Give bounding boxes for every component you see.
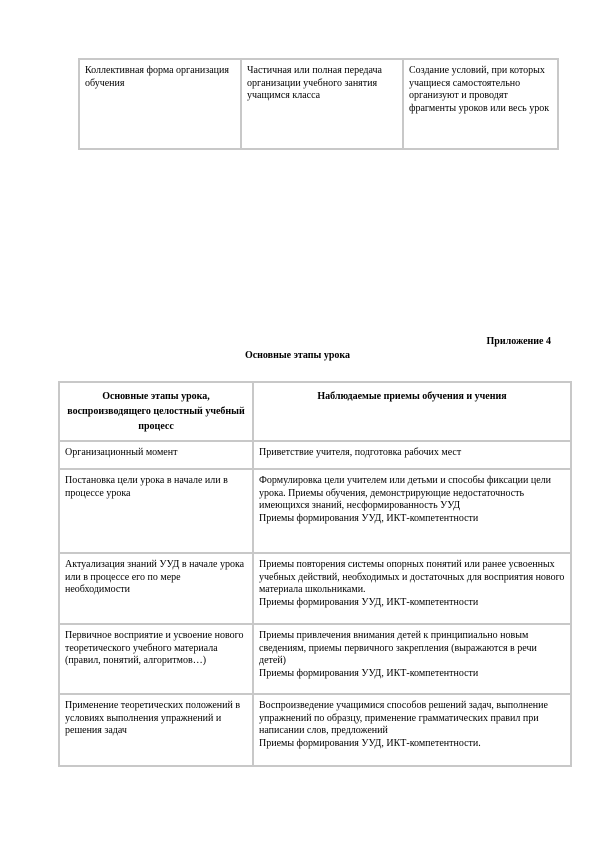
methods-cell: Приемы повторения системы опорных понятий или ранее усвоенных учебных действий, необходимых и достаточных для восприятия нового материала школьниками. Приемы формирования УУД, ИКТ-компетентности <box>253 553 571 624</box>
stage-cell: Первичное восприятие и усвоение нового теоретического учебного материала (правил, понятий, алгоритмов…) <box>59 624 253 694</box>
section-title: Основные этапы урока <box>244 350 351 361</box>
stage-cell: Актуализация знаний УУД в начале урока или в процессе его по мере необходимости <box>59 553 253 624</box>
table-cell: Частичная или полная передача организации учебного занятия учащимся класса <box>241 59 403 149</box>
table-row <box>59 441 571 469</box>
methods-cell: Приветствие учителя, подготовка рабочих мест <box>253 441 571 469</box>
stage-cell: Организационный момент <box>59 441 253 469</box>
table-cell: Коллективная форма организация обучения <box>79 59 241 149</box>
top-table <box>78 58 559 150</box>
methods-cell: Формулировка цели учителем или детьми и способы фиксации цели урока. Приемы обучения, демонстрирующие недостаточность имеющихся знаний, несформированность УУД Приемы формирования УУД, ИКТ-компетентности <box>253 469 571 553</box>
methods-cell: Воспроизведение учащимися способов решений задач, выполнение упражнений по образцу, применение грамматических правил при написании слов, предложений Приемы формирования УУД, ИКТ-компетентности. <box>253 694 571 766</box>
header-stages: Основные этапы урока, воспроизводящего целостный учебный процесс <box>59 382 253 441</box>
table-row <box>59 469 571 553</box>
stages-table <box>58 381 572 767</box>
table-row <box>59 553 571 624</box>
table-cell: Создание условий, при которых учащиеся самостоятельно организуют и проводят фрагменты уроков или весь урок <box>403 59 558 149</box>
header-methods: Наблюдаемые приемы обучения и учения <box>253 382 571 441</box>
stage-cell: Постановка цели урока в начале или в процессе урока <box>59 469 253 553</box>
table-row <box>79 59 558 149</box>
table-header-row <box>59 382 571 441</box>
methods-cell: Приемы привлечения внимания детей к принципиально новым сведениям, приемы первичного закрепления (выражаются в речи детей) Приемы формирования УУД, ИКТ-компетентности <box>253 624 571 694</box>
table-row <box>59 694 571 766</box>
stage-cell: Применение теоретических положений в условиях выполнения упражнений и решения задач <box>59 694 253 766</box>
table-row <box>59 624 571 694</box>
appendix-label: Приложение 4 <box>486 336 551 347</box>
